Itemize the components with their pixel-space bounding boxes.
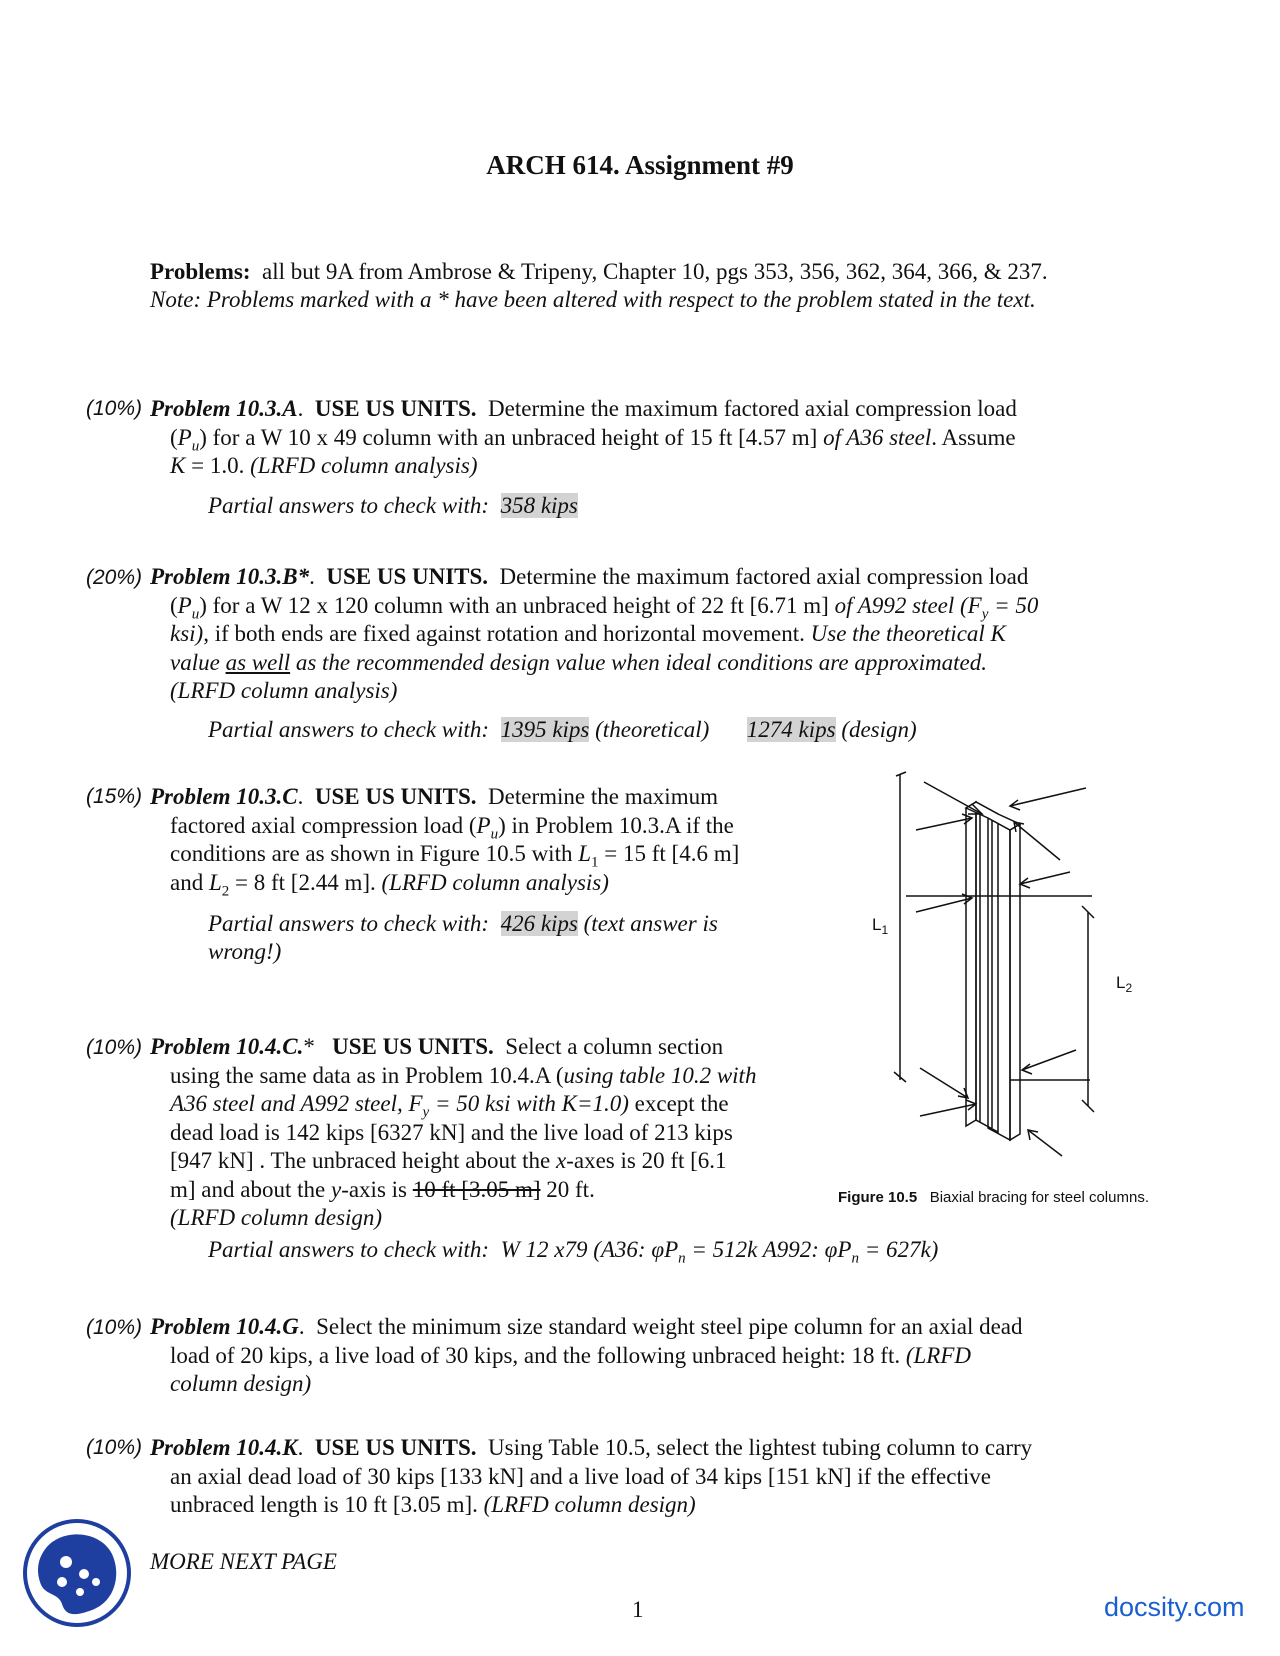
label-l1: $L_1$ [872,915,889,937]
partial-answers-1: Partial answers to check with: 358 kips [208,493,578,518]
figure-caption: Figure 10.5 Biaxial bracing for steel columns. [838,1189,1149,1206]
docsity-logo[interactable] [22,1518,132,1628]
answer-highlight: 1274 kips [746,717,836,742]
problem-10-4-g: Problem 10.4.G. Select the minimum size standard weight steel pipe column for an axial dead load of 20 kips, a live load of 30 kips, and the following unbraced height: 18 ft. (LRFD column design) [150,1314,1023,1396]
brace-arrow [916,818,972,830]
struck-text: 10 ft [3.05 m] [412,1176,541,1202]
more-next-page: MORE NEXT PAGE [150,1549,337,1574]
percent-label: (20%) [86,566,143,589]
percent-label: (10%) [86,397,143,420]
brace-arrow [920,1104,976,1116]
problems-intro [150,258,1048,287]
answer-highlight: 1395 kips [500,717,590,742]
brace-arrow [1014,822,1060,860]
answer-highlight: 358 kips [500,493,578,518]
docsity-link[interactable]: docsity.com [1104,1592,1245,1622]
percent-label: (10%) [86,1316,143,1339]
percent-label: (15%) [86,785,143,808]
problem-10-4-k: Problem 10.4.K. USE US UNITS. Using Table 10.5, select the lightest tubing column to carry an axial dead load of 30 kips [133 kN] and a live load of 34 kips [151 kN] if the effective unbraced length is 10 ft [3.05 m]. (LRFD column design) [150,1435,1033,1517]
problems-label: Problems: [150,259,251,284]
answer-highlight: 426 kips [500,911,578,936]
percent-label: (10%) [86,1436,143,1459]
problem-10-3-b: Problem 10.3.B*. USE US UNITS. Determine the maximum factored axial compression load $(P_u)$ for a W 12 x 120 column with an unbraced height of 22 ft [6.71 m] of A992 steel ($F_y = 50$ ksi), if both ends are fixed against rotation and horizontal movement. Use the theoretical K value as well as the recommended design value when ideal conditions are approximated. (LRFD column analysis) [150,564,1039,703]
percent-label: (10%) [86,1036,143,1059]
brace-arrow [1022,1050,1076,1070]
page-number: 1 [632,1597,644,1622]
partial-answers-4: Partial answers to check with: W 12 x79 (A36: $\varphi P_n = 512k$ A992: $\varphi P_n = 627k$) [208,1237,939,1267]
problem-10-4-c: Problem 10.4.C.* USE US UNITS. Select a column section using the same data as in Problem 10.4.A (using table 10.2 with A36 steel and A992 steel, $F_y = 50$ ksi with K=1.0) except the dead load is 142 kips [6327 kN] and the live load of 213 kips [947 kN] . The unbraced height about the x-axes is 20 ft [6.1 m] and about the y-axis is 10 ft [3.05 m] 20 ft. (LRFD column design) [150,1034,757,1230]
figure-biaxial-bracing [872,770,1200,1170]
note: Note: Problems marked with a * have been altered with respect to the problem stated in the text. [150,287,1036,312]
brace-arrow [916,898,972,912]
problem-10-3-c: Problem 10.3.C. USE US UNITS. Determine the maximum factored axial compression load $(P_u)$ in Problem 10.3.A if the conditions are as shown in Figure 10.5 with $L_1 = 15$ ft [4.6 m] and $L_2 = 8$ ft [2.44 m]. (LRFD column analysis) [150,784,740,900]
brace-arrow [1010,788,1086,806]
brace-arrow [920,1068,968,1098]
problems-text: all but 9A from Ambrose & Tripeny, Chapter 10, pgs 353, 356, 362, 364, 366, & 237. [262,259,1048,284]
page-title: ARCH 614. Assignment #9 [486,150,794,180]
column-flange-back [966,802,976,1126]
brace-arrow [924,782,982,814]
label-l2: $L_2$ [1116,973,1133,995]
partial-answers-2: Partial answers to check with: 1395 kips (theoretical) 1274 kips (design) [208,717,917,742]
partial-answers-3: Partial answers to check with: 426 kips (text answer is wrong!) [208,911,718,964]
problem-10-3-a: Problem 10.3.A. USE US UNITS. Determine the maximum factored axial compression load $(P_u)$ for a W 10 x 49 column with an unbraced height of 15 ft [4.57 m] of A36 steel. Assume K = 1.0. (LRFD column analysis) [150,396,1017,478]
brace-arrow [1028,1130,1062,1156]
